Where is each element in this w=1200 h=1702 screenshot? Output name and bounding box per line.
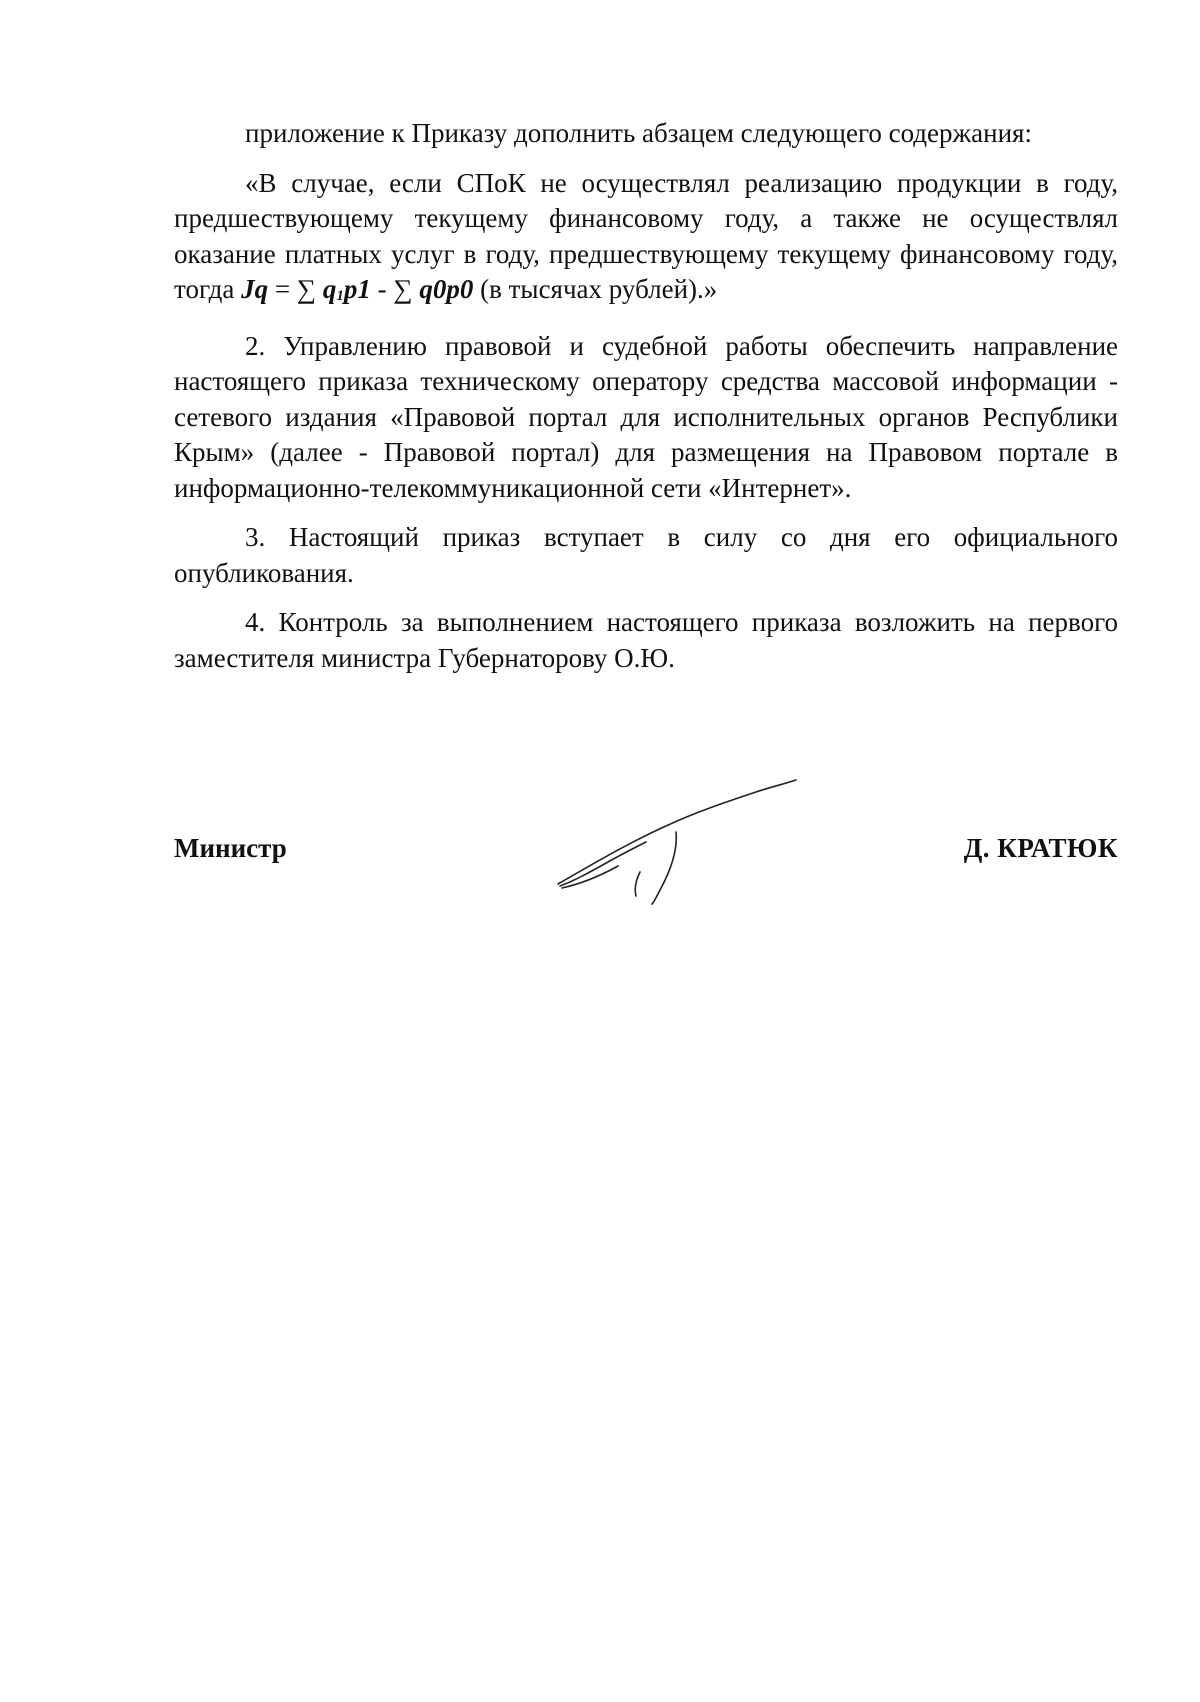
formula-q0p0: q0p0 bbox=[419, 274, 474, 304]
paragraph-quote bbox=[174, 166, 1118, 315]
paragraph-item-3: 3. Настоящий приказ вступает в силу со дня его официального опубликования. bbox=[174, 522, 1118, 588]
formula-q1: q bbox=[322, 274, 337, 304]
formula-equals: = bbox=[268, 274, 297, 304]
paragraph-item-2: 2. Управлению правовой и судебной работы обеспечить направление настоящего приказа техническому оператору средства массовой информации - сетевого издания «Правовой портал для исполнительных органов Республики Крым» (далее - Правовой портал) для размещения на Правовом портале в информационно-телекоммуникационной сети «Интернет». bbox=[174, 330, 1118, 503]
quote-text: «В случае, если СПоК не осуществлял реализацию продукции в году, предшествующему текущему финансовому году, а также не осуществлял оказание платных услуг в году, предшествующему текущему финансовому году, тогда bbox=[174, 167, 1118, 304]
paragraph-intro: приложение к Приказу дополнить абзацем следующего содержания: bbox=[245, 118, 1032, 148]
handwritten-signature bbox=[556, 772, 806, 912]
sum-symbol-2: ∑ bbox=[393, 274, 420, 304]
formula-p1: p1 bbox=[343, 274, 371, 304]
formula bbox=[241, 274, 473, 304]
quote-tail: (в тысячах рублей).» bbox=[473, 274, 718, 304]
signatory-title: Министр bbox=[174, 833, 287, 863]
paragraph-item-4: 4. Контроль за выполнением настоящего приказа возложить на первого заместителя министра Губернаторову О.Ю. bbox=[174, 607, 1118, 673]
formula-minus: - bbox=[370, 274, 394, 304]
formula-q1-subscript: 1 bbox=[336, 288, 344, 304]
sum-symbol-1: ∑ bbox=[296, 274, 323, 304]
formula-lhs: Jq bbox=[241, 274, 269, 304]
document-body bbox=[174, 116, 1118, 676]
signatory-name: Д. КРАТЮК bbox=[963, 833, 1118, 863]
